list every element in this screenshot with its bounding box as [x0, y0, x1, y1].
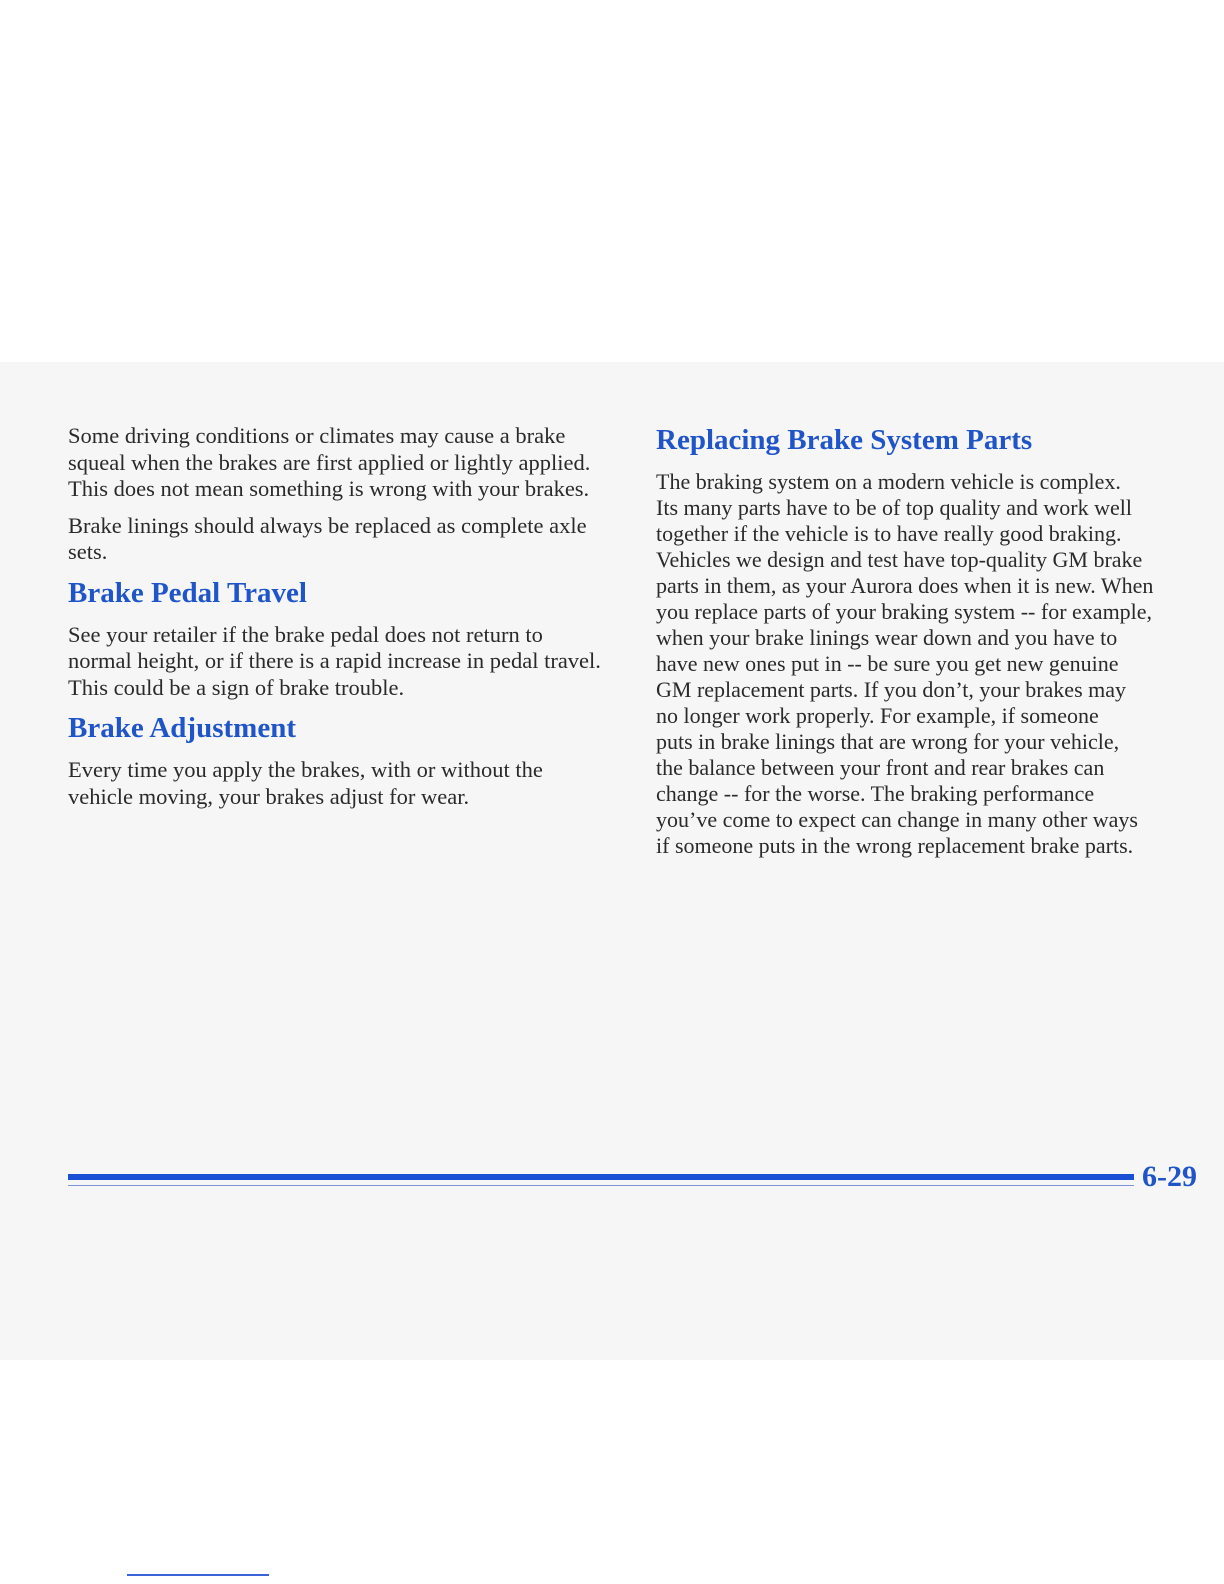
bottom-link-underline — [127, 1574, 269, 1576]
left-column — [68, 423, 608, 820]
replacing-brake-parts-heading: Replacing Brake System Parts — [656, 424, 1033, 456]
brake-pedal-travel-heading: Brake Pedal Travel — [68, 576, 307, 609]
brake-linings-paragraph: Brake linings should always be replaced as complete axle sets. — [68, 512, 587, 564]
brake-squeal-paragraph: Some driving conditions or climates may cause a brake squeal when the brakes are first applied or lightly applied. This does not mean something is wrong with your brakes. — [68, 423, 591, 501]
footer-rule — [68, 1174, 1134, 1180]
footer-rule-thin — [68, 1185, 1134, 1186]
brake-adjustment-paragraph: Every time you apply the brakes, with or without the vehicle moving, your brakes adjust for wear. — [68, 757, 543, 809]
page-number: 6-29 — [1142, 1160, 1197, 1193]
replacing-brake-parts-paragraph: The braking system on a modern vehicle is complex. Its many parts have to be of top quality and work well together if the vehicle is to have really good braking. Vehicles we design and test have top-quality GM brake parts in them, as your Aurora does when it is new. When you replace parts of your braking system -- for example, when your brake linings wear down and you have to have new ones put in -- be sure you get new genuine GM replacement parts. If you don’t, your brakes may no longer work properly. For example, if someone puts in brake linings that are wrong for your vehicle, the balance between your front and rear brakes can change -- for the worse. The braking performance you’ve come to expect can change in many other ways if someone puts in the wrong replacement brake parts. — [656, 469, 1154, 858]
brake-pedal-travel-paragraph: See your retailer if the brake pedal does not return to normal height, or if there is a rapid increase in pedal travel. This could be a sign of brake trouble. — [68, 621, 601, 700]
right-column — [656, 423, 1206, 869]
brake-adjustment-heading: Brake Adjustment — [68, 712, 296, 744]
